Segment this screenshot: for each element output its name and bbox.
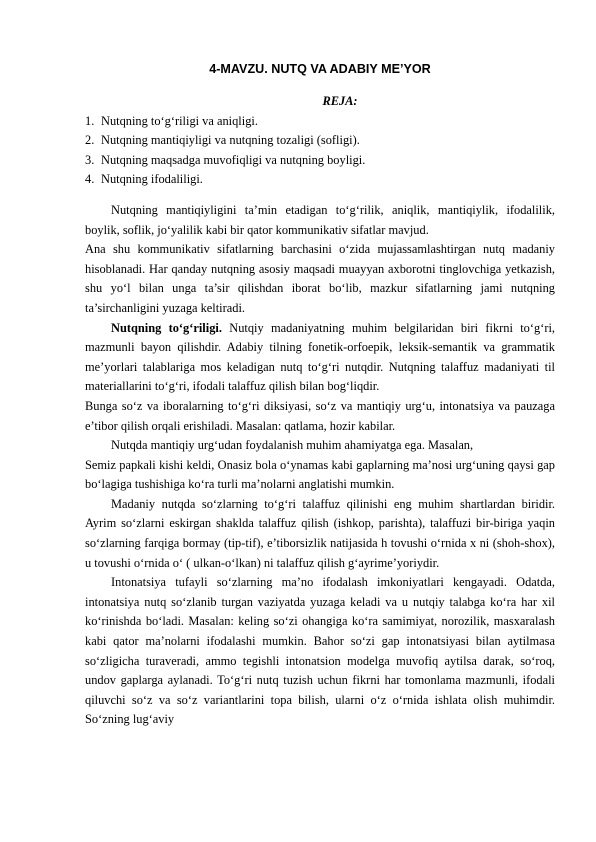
plan-heading: REJA: [322, 94, 358, 108]
paragraph-pronunciation: Madaniy nutqda so‘zlarning to‘g‘ri talaffuz qilinishi eng muhim shartlardan biridir. Ayrim so‘zlarni eskirgan shaklda talaffuz qilish (ishkop, parishta), talaffuzi bir-biriga yaqin so‘zlarning farqiga bormay (tip-tif), e’tiborsizlik natijasida h tovushi o‘rnida x ni (shoh-shox), u tovushi o‘rnida o‘ ( ulkan-o‘lkan) ni talaffuz qilish g‘ayrime’yoriydir. [85, 496, 555, 570]
plan-item-text: Nutqning to‘g‘riligi va aniqligi. [101, 113, 258, 128]
paragraph-correctness [85, 319, 555, 397]
plan-item-number: 3. [85, 152, 95, 167]
plan-item [85, 131, 555, 151]
paragraph-stress-examples: Semiz papkali kishi keldi, Onasiz bola o‘ynamas kabi gaplarning ma’nosi urg‘uning qaysi gap bo‘lagiga tushishiga ko‘ra turli ma’nolarni anglatishi mumkin. [85, 457, 555, 492]
plan-item [85, 151, 555, 171]
paragraph-cultured-speech: Ana shu kommunikativ sifatlarning barchasini o‘zida mujassamlashtirgan nutq madaniy hisoblanadi. Har qanday nutqning asosiy maqsadi muayyan axborotni tinglovchiga yetkazish, shu yo‘l bilan unga ta’sir qilishdan iborat bo‘lib, mazkur sifatlarning jami nutqning ta’sirchanligini yuzaga keltiradi. [85, 242, 555, 315]
plan-item-number: 4. [85, 172, 95, 187]
paragraph-logical-stress: Nutqda mantiqiy urg‘udan foydalanish muhim ahamiyatga ega. Masalan, [111, 438, 474, 453]
paragraph-correctness-body: Nutqiy madaniyatning muhim belgilaridan biri fikrni to‘g‘ri, mazmunli bayon qilishdir. Adabiy tilning fonetik-orfoepik, leksik-semantik va grammatik me’yorlari talablariga mos keladigan nutq to‘g‘ri nutqdir. Nutqning talaffuz madaniyati til materiallarini to‘g‘ri, ifodali talaffuz qilish bilan bog‘liqdir. [85, 320, 555, 394]
paragraph-intonation: Intonatsiya tufayli so‘zlarning ma’no ifodalash imkoniyatlari kengayadi. Odatda, intonatsiya nutq so‘zlanib turgan vaziyatda yuzaga keladi va u nutqiy talabga ko‘ra har xil ko‘rinishda bo‘ladi. Masalan: keling so‘zi ohangiga ko‘ra samimiyat, norozilik, masxaralash kabi qator ma’nolarni ifodalashi mumkin. Bahor so‘zi gap intonatsiyasi bilan aytilmasa so‘zligicha turaveradi, ammo tegishli intonatsion modelga muvofiq aytilsa darak, so‘roq, undov gaplarga aylanadi. To‘g‘ri nutq tuzish uchun fikrni har tomonlama mazmunli, ifodali qiluvchi so‘z va so‘z variantlarini topa bilish, ularni o‘z o‘rnida ishlata olish muhimdir. So‘zning lug‘aviy [85, 575, 555, 727]
paragraph-diction: Bunga so‘z va iboralarning to‘g‘ri diksiyasi, so‘z va mantiqiy urg‘u, intonatsiya va pauzaga e’tibor qilish orqali erishiladi. Masalan: qatlama, hozir kabilar. [85, 398, 555, 433]
plan-item-number: 2. [85, 133, 95, 148]
paragraph-communicative-qualities: Nutqning mantiqiyligini ta’min etadigan to‘g‘rilik, aniqlik, mantiqiylik, ifodalilik, boylik, soflik, jo‘yalilik kabi bir qator kommunikativ sifatlar mavjud. [85, 202, 555, 237]
page-title: 4-MAVZU. NUTQ VA ADABIY ME’YOR [209, 62, 431, 76]
paragraph-heading-correctness: Nutqning to‘g‘riligi. [111, 320, 222, 335]
plan-item [85, 112, 555, 132]
plan-item-number: 1. [85, 113, 95, 128]
plan-list [85, 112, 555, 190]
plan-item [85, 170, 555, 190]
plan-item-text: Nutqning ifodaliligi. [101, 172, 203, 187]
plan-item-text: Nutqning maqsadga muvofiqligi va nutqning boyligi. [101, 152, 366, 167]
plan-item-text: Nutqning mantiqiyligi va nutqning tozaligi (sofligi). [101, 133, 360, 148]
